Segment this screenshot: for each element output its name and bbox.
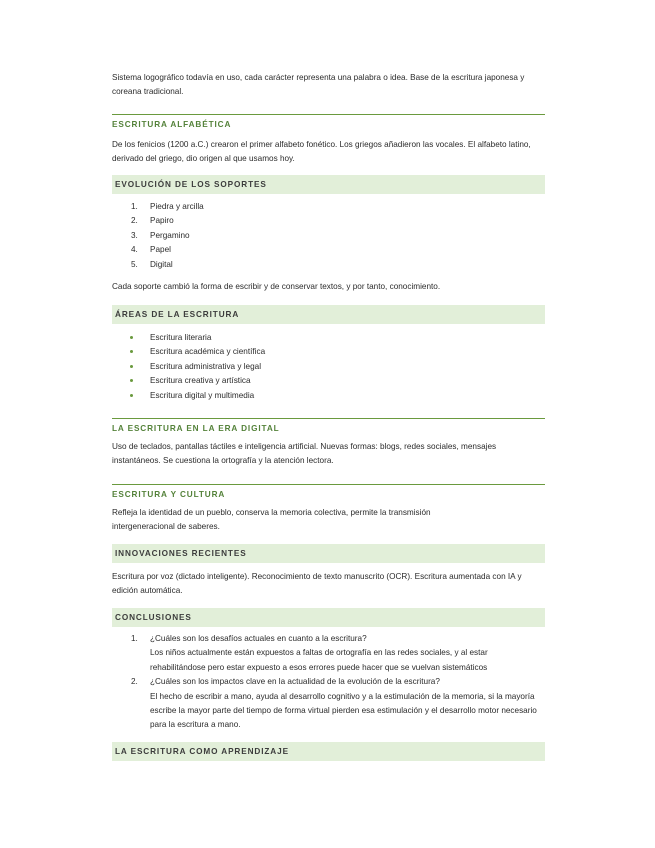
list-item: 2. Papiro	[131, 216, 174, 226]
conclusion-answer: El hecho de escribir a mano, ayuda al desarrollo cognitivo y a la estimulación de la memoria, si la mayoría escribe la mayor parte del tiempo de forma virtual pierden esa estimulación y el desarrollo motor necesario para la escritura a mano.	[150, 691, 537, 730]
list-item: 2. ¿Cuáles son los impactos clave en la actualidad de la evolución de la escritura? El hecho de escribir a mano, ayuda al desarrollo cognitivo y a la estimulación de la memoria, si la mayoría escribe la mayor parte del tiempo de forma virtual pierden esa estimulación y el desarrollo motor necesario para la escritura a mano.	[112, 675, 545, 733]
bullet-icon	[130, 350, 133, 353]
section-title: ÁREAS DE LA ESCRITURA	[115, 310, 240, 319]
alfabetica-text: De los fenicios (1200 a.C.) crearon el primer alfabeto fonético. Los griegos añadieron las vocales. El alfabeto latino, derivado del griego, dio origen al que usamos hoy.	[112, 140, 531, 163]
list-item: Escritura creativa y artística	[112, 374, 545, 388]
section-digital	[112, 418, 545, 435]
conclusiones-list	[112, 632, 545, 733]
section-title: LA ESCRITURA EN LA ERA DIGITAL	[112, 424, 280, 433]
section-title: LA ESCRITURA COMO APRENDIZAJE	[115, 747, 289, 756]
conclusion-answer: Los niños actualmente están expuestos a faltas de ortografía en las redes sociales, y al estar rehabilitándose pero estar expuesto a esos errores puede hacer que se vuelvan sistemáticos	[150, 648, 488, 672]
list-item: Escritura administrativa y legal	[112, 360, 545, 374]
section-areas	[112, 305, 545, 324]
intro-paragraph: Sistema logográfico todavía en uso, cada carácter representa una palabra o idea. Base de la escritura japonesa y coreana tradicional.	[112, 73, 525, 96]
section-innovaciones	[112, 544, 545, 563]
bullet-icon	[130, 365, 133, 368]
list-item: 5. Digital	[131, 259, 173, 269]
digital-text: Uso de teclados, pantallas táctiles e inteligencia artificial. Nuevas formas: blogs, redes sociales, mensajes instantáneos. Se cuestiona la ortografía y la atención lectora.	[112, 442, 497, 465]
bullet-icon	[130, 336, 133, 339]
bullet-icon	[130, 394, 133, 397]
list-item: 4. Papel	[131, 245, 171, 255]
list-item: Escritura digital y multimedia	[112, 389, 545, 403]
list-item: 1. Piedra y arcilla	[131, 202, 204, 211]
section-title: ESCRITURA Y CULTURA	[112, 490, 226, 499]
section-soportes	[112, 175, 545, 194]
section-alfabetica	[112, 114, 545, 131]
soportes-note: Cada soporte cambió la forma de escribir y de conservar textos, y por tanto, conocimiento.	[112, 282, 441, 291]
section-title: ESCRITURA ALFABÉTICA	[112, 120, 232, 129]
conclusion-question: ¿Cuáles son los desafíos actuales en cuanto a la escritura?	[150, 634, 367, 643]
list-item: 3. Pergamino	[131, 230, 190, 240]
section-title: INNOVACIONES RECIENTES	[115, 549, 247, 558]
bullet-icon	[130, 379, 133, 382]
list-item: Escritura académica y científica	[112, 345, 545, 359]
section-cultura	[112, 484, 545, 501]
soportes-list	[112, 200, 545, 272]
list-item: Escritura literaria	[112, 331, 545, 345]
cultura-text: Refleja la identidad de un pueblo, conserva la memoria colectiva, permite la transmisión intergeneracional de saberes.	[112, 508, 431, 531]
section-aprendizaje	[112, 742, 545, 761]
section-conclusiones	[112, 608, 545, 627]
areas-list	[112, 331, 545, 403]
section-title: CONCLUSIONES	[115, 613, 192, 622]
conclusion-question: ¿Cuáles son los impactos clave en la actualidad de la evolución de la escritura?	[150, 677, 440, 687]
innovaciones-text: Escritura por voz (dictado inteligente). Reconocimiento de texto manuscrito (OCR). Escritura aumentada con IA y edición automática.	[112, 572, 522, 595]
section-title: EVOLUCIÓN DE LOS SOPORTES	[115, 180, 267, 189]
list-item: 1. ¿Cuáles son los desafíos actuales en cuanto a la escritura? Los niños actualmente están expuestos a faltas de ortografía en las redes sociales, y al estar rehabilitándose pero estar expuesto a esos errores puede hacer que se vuelvan sistemáticos	[112, 632, 545, 675]
